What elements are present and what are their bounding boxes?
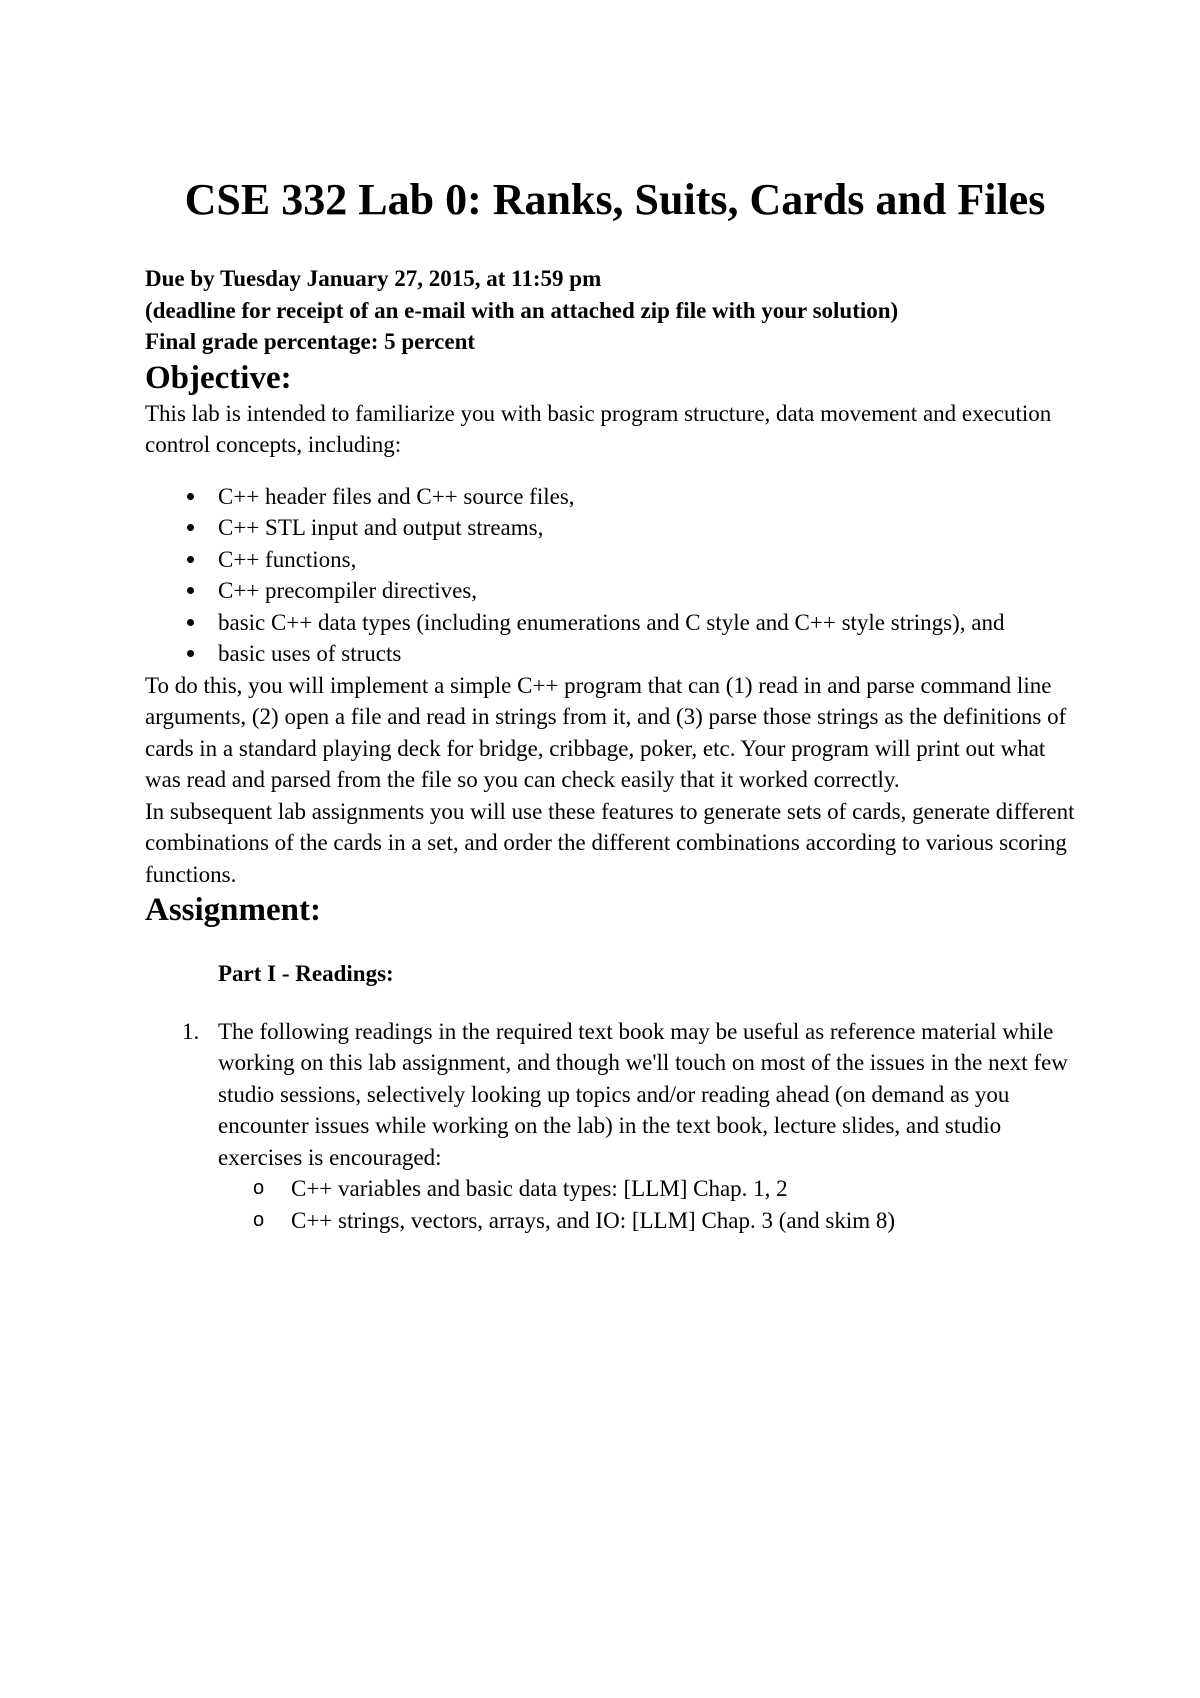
assignment-heading: Assignment:: [145, 892, 322, 928]
sublist-item: [218, 1205, 1080, 1237]
list-item: [145, 1016, 1080, 1237]
sublist-item-text: C++ strings, vectors, arrays, and IO: [LLM] Chap. 3 (and skim 8): [291, 1207, 896, 1233]
list-item-text: basic C++ data types (including enumerations and C style and C++ style strings), and: [218, 609, 1005, 635]
objective-bullet-list: [145, 481, 1080, 670]
list-item-text: basic uses of structs: [218, 641, 402, 666]
list-item: [145, 544, 1080, 576]
list-item: [145, 638, 1080, 670]
list-item-text: C++ header files and C++ source files,: [218, 483, 575, 509]
list-item: [145, 481, 1080, 513]
bullet-icon: [187, 587, 194, 594]
part-heading: Part I - Readings:: [218, 961, 394, 986]
hollow-bullet-icon: o: [253, 1208, 265, 1231]
sublist-item: [218, 1173, 1080, 1205]
bullet-icon: [187, 493, 194, 500]
list-item-text: C++ precompiler directives,: [218, 578, 478, 603]
objective-intro: This lab is intended to familiarize you with basic program structure, data movement and execution control concepts, including:: [145, 400, 1052, 457]
bullet-icon: [187, 556, 194, 563]
document-title: CSE 332 Lab 0: Ranks, Suits, Cards and Files: [184, 175, 1046, 224]
readings-list: [145, 1016, 1080, 1237]
due-info: [145, 263, 1080, 358]
list-item-text: C++ functions,: [218, 546, 357, 572]
deadline-note: (deadline for receipt of an e-mail with an attached zip file with your solution): [145, 297, 899, 323]
list-item-text: C++ STL input and output streams,: [218, 515, 544, 540]
bullet-icon: [187, 524, 194, 531]
hollow-bullet-icon: o: [253, 1177, 265, 1199]
objective-task-paragraph: To do this, you will implement a simple C++ program that can (1) read in and parse command line arguments, (2) open a file and read in strings from it, and (3) parse those strings as the definitions of cards in a standard playing deck for bridge, cribbage, poker, etc. Your program will print out what was read and parsed from the file so you can check easily that it worked correctly.: [145, 672, 1067, 792]
list-item: [145, 607, 1080, 639]
list-item: [145, 512, 1080, 544]
objective-heading: Objective:: [145, 359, 292, 396]
list-item-text: The following readings in the required text book may be useful as reference material while working on this lab assignment, and though we'll touch on most of the issues in the next few studio sessions, selectively looking up topics and/or reading ahead (on demand as you encounter issues while working on the lab) in the text book, lecture slides, and studio exercises is encouraged:: [218, 1018, 1068, 1170]
sublist-item-text: C++ variables and basic data types: [LLM] Chap. 1, 2: [291, 1176, 788, 1201]
document-content: [145, 172, 1080, 1236]
bullet-icon: [187, 650, 194, 657]
list-item: [145, 575, 1080, 607]
list-item-number: 1.: [182, 1018, 200, 1044]
due-date-line: Due by Tuesday January 27, 2015, at 11:59 pm: [145, 266, 602, 291]
readings-sublist: [218, 1173, 1080, 1236]
objective-future-paragraph: In subsequent lab assignments you will use these features to generate sets of cards, generate different combinations of the cards in a set, and order the different combinations according to various scoring functions.: [145, 798, 1075, 887]
bullet-icon: [187, 619, 194, 626]
grade-percentage: Final grade percentage: 5 percent: [145, 329, 476, 354]
